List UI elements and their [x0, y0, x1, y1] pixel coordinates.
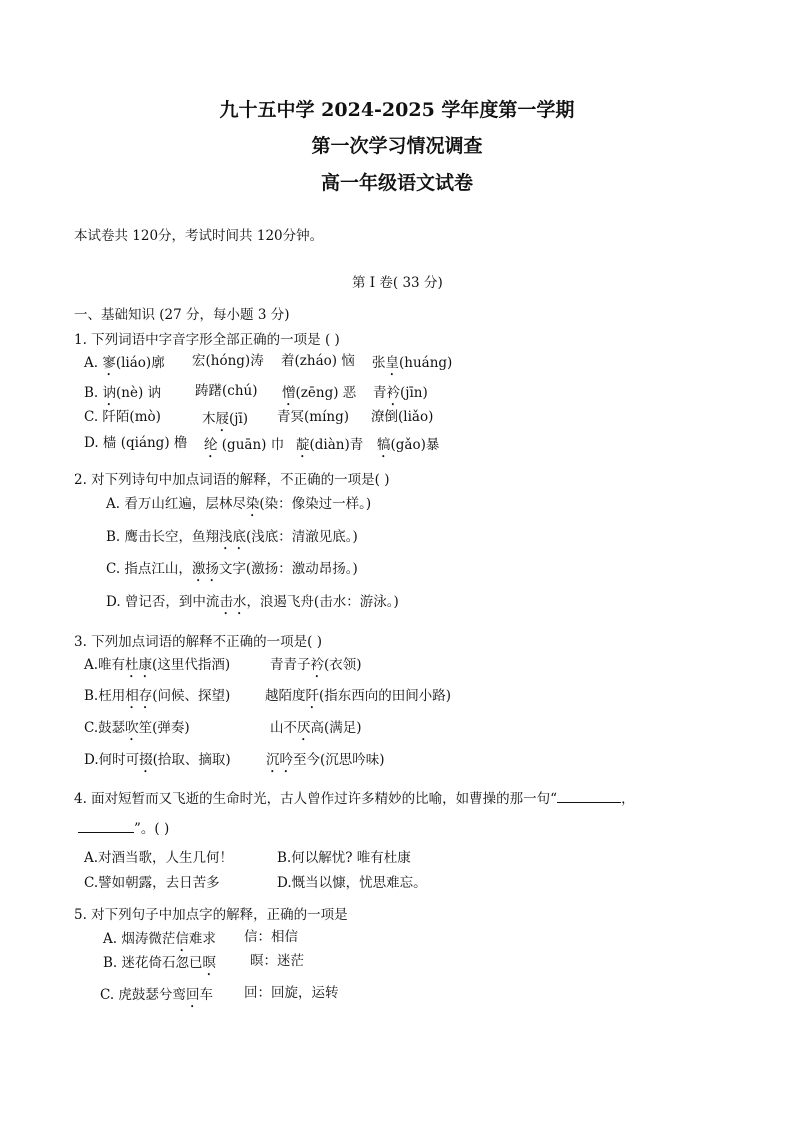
q1-option-b-3: 憎(zēng) 恶 [282, 385, 357, 401]
q3-stem: 3. 下列加点词语的解释不正确的一项是( ) [74, 634, 322, 650]
q1-option-c-1: C. 阡陌(mò) [84, 409, 161, 425]
q5-option-b-gloss: 暝：迷茫 [250, 953, 304, 969]
q5-option-a-gloss: 信：相信 [244, 929, 298, 945]
q3-option-c-1: C.鼓瑟吹笙(弹奏) [84, 720, 190, 736]
q1-option-c-2: 木屐(jī) [202, 411, 249, 427]
q4-stem: 4. 面对短暂而又飞逝的生命时光，古人曾作过许多精妙的比喻，如曹操的那一句“ ， [74, 791, 635, 807]
q5-option-b: B. 迷花倚石忽已暝 [103, 955, 217, 971]
q1-option-a-1: A. 寥(liáo)廓 [84, 355, 165, 371]
q5-option-c-gloss: 回：回旋，运转 [244, 985, 339, 1001]
q4-option-c: C.譬如朝露，去日苦多 [84, 875, 220, 891]
q5-option-a: A. 烟涛微茫信难求 [103, 931, 216, 947]
q3-option-a-1: A.唯有杜康(这里代指酒) [84, 657, 231, 673]
q1-option-c-3: 青冥(míng) [277, 409, 349, 425]
q1-stem: 1. 下列词语中字音字形全部正确的一项是 ( ) [74, 332, 340, 348]
q1-option-a-2: 宏(hóng)涛 [192, 353, 264, 369]
q3-option-a-2: 青青子衿(衣领) [270, 657, 362, 673]
q1-option-a-3: 着(zháo) 恼 [281, 353, 355, 369]
q1-option-b-4: 青衿(jīn) [373, 385, 428, 401]
q4-option-a: A.对酒当歌，人生几何！ [84, 850, 234, 866]
q2-option-c: C. 指点江山，激扬文字(激扬：激动昂扬。) [106, 561, 358, 577]
exam-title-paper: 高一年级语文试卷 [320, 172, 473, 194]
q5-option-c: C. 虎鼓瑟兮鸾回车 [100, 987, 213, 1003]
q3-option-b-2: 越陌度阡(指东西向的田间小路) [265, 688, 452, 704]
q1-option-d-3: 靛(diàn)青 [296, 437, 364, 453]
q1-option-d-4: 犒(gǎo)暴 [377, 437, 440, 453]
q5-stem: 5. 对下列句子中加点字的解释，正确的一项是 [74, 907, 348, 923]
q1-option-d-2: 纶 (guān) 巾 [204, 437, 285, 453]
exam-title-school: 九十五中学 2024-2025 学年度第一学期 [219, 99, 575, 121]
q3-option-d-1: D.何时可掇(拾取、摘取) [84, 752, 231, 768]
q3-option-d-2: 沉吟至今(沉思吟味) [266, 752, 385, 768]
q1-option-d-1: D. 樯 (qiáng) 橹 [84, 435, 188, 451]
q4-answer-blank-1 [557, 790, 621, 803]
q2-option-d: D. 曾记否，到中流击水，浪遏飞舟(击水：游泳。) [106, 594, 399, 610]
q3-option-c-2: 山不厌高(满足) [270, 720, 362, 736]
q3-option-b-1: B.枉用相存(问候、探望) [84, 688, 231, 704]
q4-answer-blank-2 [78, 820, 134, 833]
part-title: 第 Ⅰ 卷( 33 分) [352, 275, 443, 291]
q1-option-b-2: 踌躇(chú) [195, 383, 258, 399]
q1-option-b-1: B. 讷(nè) 讷 [84, 385, 162, 401]
q2-option-a: A. 看万山红遍，层林尽染(染：像染过一样。) [106, 496, 372, 512]
intro-text: 本试卷共 120分，考试时间共 120分钟。 [74, 228, 324, 244]
section-title: 一、基础知识 (27 分，每小题 3 分) [74, 307, 290, 323]
q1-option-c-4: 潦倒(liǎo) [371, 409, 434, 425]
q1-option-a-4: 张皇(huáng) [372, 355, 453, 371]
q4-stem-line2: ”。( ) [78, 820, 169, 837]
q2-stem: 2. 对下列诗句中加点词语的解释，不正确的一项是( ) [74, 472, 390, 488]
exam-title-survey: 第一次学习情况调查 [311, 135, 483, 157]
q4-option-d: D.慨当以慷，忧思难忘。 [277, 875, 427, 891]
q2-option-b: B. 鹰击长空，鱼翔浅底(浅底：清澈见底。) [106, 529, 358, 545]
q4-option-b: B.何以解忧? 唯有杜康 [277, 850, 411, 866]
